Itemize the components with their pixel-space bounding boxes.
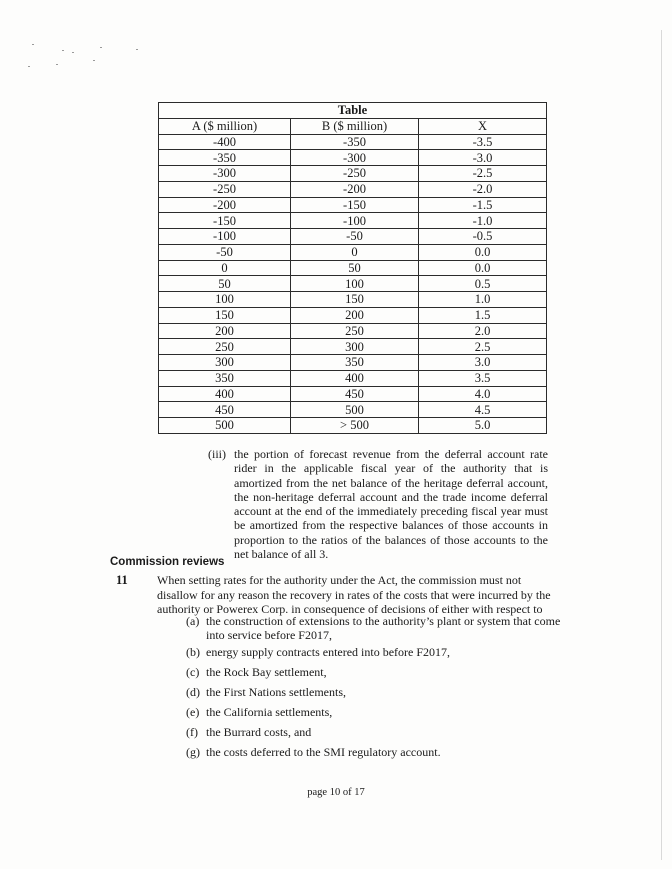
table-row bbox=[159, 166, 547, 182]
table-row bbox=[159, 355, 547, 371]
cell-x: -0.5 bbox=[419, 229, 547, 245]
list-item-label: (d) bbox=[186, 685, 200, 699]
cell-x: 1.5 bbox=[419, 307, 547, 323]
cell-a: 250 bbox=[159, 339, 291, 355]
list-item bbox=[186, 686, 566, 700]
cell-x: -2.0 bbox=[419, 181, 547, 197]
list-item-text: the costs deferred to the SMI regulatory account. bbox=[206, 745, 441, 759]
cell-x: -2.5 bbox=[419, 166, 547, 182]
cell-a: -100 bbox=[159, 229, 291, 245]
rate-table bbox=[158, 102, 547, 434]
cell-x: 2.5 bbox=[419, 339, 547, 355]
paragraph-text: the portion of forecast revenue from the deferral account rate rider in the applicable fiscal year of the authority that is amortized from the net balance of the heritage deferral account, the non-heritage deferral account and the trade income deferral account at the end of the immediately preceding fiscal year must be amortized from the respective balances of those accounts in proportion to the ratios of the balances of those accounts to the net balance of all 3. bbox=[234, 447, 548, 562]
page-number: page 10 of 17 bbox=[307, 787, 365, 798]
cell-x: -1.0 bbox=[419, 213, 547, 229]
cell-b: 500 bbox=[291, 402, 419, 418]
cell-a: -250 bbox=[159, 181, 291, 197]
cell-x: 4.5 bbox=[419, 402, 547, 418]
table-row bbox=[159, 339, 547, 355]
cell-b: 250 bbox=[291, 323, 419, 339]
scan-speck bbox=[136, 49, 138, 50]
cell-x: 0.0 bbox=[419, 244, 547, 260]
cell-b: 200 bbox=[291, 307, 419, 323]
list-item-label: (b) bbox=[186, 645, 200, 659]
cell-b: -350 bbox=[291, 134, 419, 150]
list-item bbox=[186, 646, 566, 660]
cell-x: 5.0 bbox=[419, 418, 547, 434]
list-item bbox=[186, 726, 566, 740]
cell-a: -400 bbox=[159, 134, 291, 150]
cell-a: 50 bbox=[159, 276, 291, 292]
cell-b: -250 bbox=[291, 166, 419, 182]
cell-b: 0 bbox=[291, 244, 419, 260]
cell-a: 500 bbox=[159, 418, 291, 434]
cell-b: -300 bbox=[291, 150, 419, 166]
cell-x: -3.0 bbox=[419, 150, 547, 166]
cell-a: 100 bbox=[159, 292, 291, 308]
cell-a: -300 bbox=[159, 166, 291, 182]
cell-b: 400 bbox=[291, 370, 419, 386]
list-item bbox=[186, 746, 566, 760]
table-row bbox=[159, 386, 547, 402]
cell-a: -350 bbox=[159, 150, 291, 166]
table-body bbox=[159, 134, 547, 433]
table-row bbox=[159, 323, 547, 339]
scan-speck bbox=[93, 60, 95, 61]
table-row bbox=[159, 213, 547, 229]
list-item-label: (c) bbox=[186, 665, 200, 679]
table-row bbox=[159, 402, 547, 418]
list-item-label: (e) bbox=[186, 705, 200, 719]
list-item bbox=[186, 615, 566, 642]
list-item-text: the First Nations settlements, bbox=[206, 685, 346, 699]
cell-x: 0.0 bbox=[419, 260, 547, 276]
cell-a: 300 bbox=[159, 355, 291, 371]
cell-a: 0 bbox=[159, 260, 291, 276]
paragraph-iii bbox=[208, 447, 548, 561]
table-row bbox=[159, 292, 547, 308]
table-row bbox=[159, 276, 547, 292]
scan-speck bbox=[62, 50, 64, 51]
list-item-text: the Burrard costs, and bbox=[206, 725, 312, 739]
list-item-label: (a) bbox=[186, 614, 200, 628]
table-row bbox=[159, 244, 547, 260]
cell-b: -50 bbox=[291, 229, 419, 245]
cell-x: 3.0 bbox=[419, 355, 547, 371]
list-item bbox=[186, 666, 566, 680]
table-row bbox=[159, 370, 547, 386]
table-title: Table bbox=[159, 103, 547, 119]
cell-a: -150 bbox=[159, 213, 291, 229]
table-row bbox=[159, 181, 547, 197]
cell-b: 300 bbox=[291, 339, 419, 355]
column-header-b: B ($ million) bbox=[291, 118, 419, 134]
list-item-text: the California settlements, bbox=[206, 705, 333, 719]
table-row bbox=[159, 150, 547, 166]
cell-b: > 500 bbox=[291, 418, 419, 434]
cell-b: 150 bbox=[291, 292, 419, 308]
column-header-x: X bbox=[419, 118, 547, 134]
table-row bbox=[159, 418, 547, 434]
cell-b: -150 bbox=[291, 197, 419, 213]
cell-a: 350 bbox=[159, 370, 291, 386]
list-item-text: the Rock Bay settlement, bbox=[206, 665, 327, 679]
cell-b: -100 bbox=[291, 213, 419, 229]
table-row bbox=[159, 197, 547, 213]
list-item-text: energy supply contracts entered into before F2017, bbox=[206, 645, 451, 659]
table-row bbox=[159, 307, 547, 323]
table-row bbox=[159, 229, 547, 245]
cell-x: 0.5 bbox=[419, 276, 547, 292]
cell-a: 400 bbox=[159, 386, 291, 402]
section-heading: Commission reviews bbox=[110, 556, 225, 568]
cell-x: -1.5 bbox=[419, 197, 547, 213]
cell-b: 450 bbox=[291, 386, 419, 402]
list-item-label: (g) bbox=[186, 745, 200, 759]
section-number: 11 bbox=[116, 573, 128, 587]
cell-a: 450 bbox=[159, 402, 291, 418]
scan-speck bbox=[100, 47, 102, 48]
scan-edge-line bbox=[661, 30, 662, 860]
cell-b: 100 bbox=[291, 276, 419, 292]
paragraph-number: (iii) bbox=[208, 447, 226, 461]
cell-a: -200 bbox=[159, 197, 291, 213]
cell-x: 1.0 bbox=[419, 292, 547, 308]
cell-x: 3.5 bbox=[419, 370, 547, 386]
section-text: When setting rates for the authority under the Act, the commission must not disallow for any reason the recovery in rates of the costs that were incurred by the authority or Powerex Corp. in consequence of decisions of either with respect to bbox=[157, 573, 551, 616]
cell-a: 150 bbox=[159, 307, 291, 323]
cell-b: -200 bbox=[291, 181, 419, 197]
table-row bbox=[159, 260, 547, 276]
cell-a: -50 bbox=[159, 244, 291, 260]
scan-speck bbox=[28, 66, 30, 67]
scan-speck bbox=[56, 64, 58, 65]
cell-a: 200 bbox=[159, 323, 291, 339]
cell-b: 50 bbox=[291, 260, 419, 276]
scan-speck bbox=[72, 52, 74, 53]
cell-x: -3.5 bbox=[419, 134, 547, 150]
cell-b: 350 bbox=[291, 355, 419, 371]
cell-x: 2.0 bbox=[419, 323, 547, 339]
list-item bbox=[186, 706, 566, 720]
scan-speck bbox=[32, 44, 34, 45]
cell-x: 4.0 bbox=[419, 386, 547, 402]
list-item-label: (f) bbox=[186, 725, 198, 739]
column-header-a: A ($ million) bbox=[159, 118, 291, 134]
list-item-text: the construction of extensions to the authority’s plant or system that come into service before F2017, bbox=[206, 614, 561, 642]
table-row bbox=[159, 134, 547, 150]
